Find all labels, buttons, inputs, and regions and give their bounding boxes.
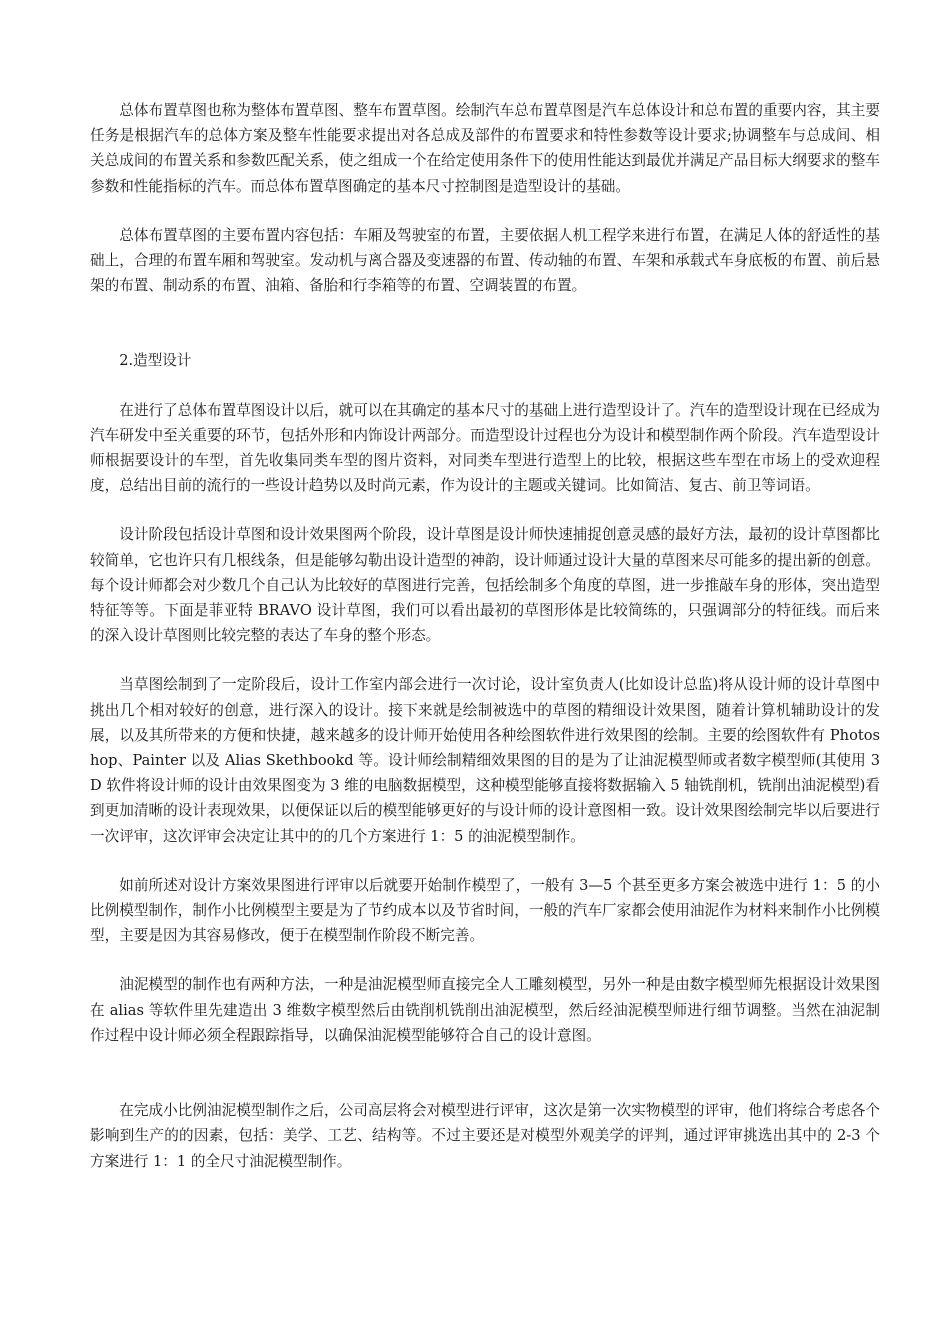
section-heading: 2.造型设计 bbox=[119, 352, 192, 370]
paragraph-scale-model: 如前所述对设计方案效果图进行评审以后就要开始制作模型了，一般有 3—5 个甚至更多方案会被选中进行 1：5 的小比例模型制作，制作小比例模型主要是为了节约成本以及节省时间，一般的汽车厂家都会使用油泥作为材料来制作小比例模型，主要是因为其容易修改，便于在模型制作阶段不断完善。 bbox=[90, 876, 880, 945]
paragraph-layout-overview: 总体布置草图也称为整体布置草图、整车布置草图。绘制汽车总布置草图是汽车总体设计和总布置的重要内容，其主要任务是根据汽车的总体方案及整车性能要求提出对各总成及部件的布置要求和特性参数等设计要求;协调整车与总成间、相关总成间的布置关系和参数匹配关系，使之组成一个在给定使用条件下的使用性能达到最优并满足产品目标大纲要求的整车参数和性能指标的汽车。而总体布置草图确定的基本尺寸控制图是造型设计的基础。 bbox=[90, 102, 880, 195]
paragraph-layout-contents: 总体布置草图的主要布置内容包括：车厢及驾驶室的布置，主要依据人机工程学来进行布置，在满足人体的舒适性的基础上，合理的布置车厢和驾驶室。发动机与离合器及变速器的布置、传动轴的布置、车架和承载式车身底板的布置、前后悬架的布置、制动系的布置、油箱、备胎和行李箱等的布置、空调装置的布置。 bbox=[90, 226, 880, 295]
paragraph-rendering-stage: 当草图绘制到了一定阶段后，设计工作室内部会进行一次讨论，设计室负责人(比如设计总监)将从设计师的设计草图中挑出几个相对较好的创意，进行深入的设计。接下来就是绘制被选中的草图的精细设计效果图，随着计算机辅助设计的发展，以及其所带来的方便和快捷，越来越多的设计师开始使用各种绘图软件进行效果图的绘制。主要的绘图软件有 Photoshop、Painter 以及 Alias Skethbookd 等。设计师绘制精细效果图的目的是为了让油泥模型师或者数字模型师(其使用 3D 软件将设计师的设计由效果图变为 3 维的电脑数据模型，这种模型能够直接将数据输入 5 轴铣削机，铣削出油泥模型)看到更加清晰的设计表现效果，以便保证以后的模型能够更好的与设计师的设计意图相一致。设计效果图绘制完毕以后要进行一次评审，这次评审会决定让其中的的几个方案进行 1：5 的油泥模型制作。 bbox=[90, 676, 880, 845]
paragraph-clay-methods: 油泥模型的制作也有两种方法，一种是油泥模型师直接完全人工雕刻模型，另外一种是由数字模型师先根据设计效果图在 alias 等软件里先建造出 3 维数字模型然后由铣削机铣削出油泥模型，然后经油泥模型师进行细节调整。当然在油泥制作过程中设计师必须全程跟踪指导，以确保油泥模型能够符合自己的设计意图。 bbox=[90, 976, 880, 1044]
paragraph-styling-intro: 在进行了总体布置草图设计以后，就可以在其确定的基本尺寸的基础上进行造型设计了。汽车的造型设计现在已经成为汽车研发中至关重要的环节，包括外形和内饰设计两部分。而造型设计过程也分为设计和模型制作两个阶段。汽车造型设计师根据要设计的车型，首先收集同类车型的图片资料，对同类车型进行造型上的比较，根据这些车型在市场上的受欢迎程度，总结出目前的流行的一些设计趋势以及时尚元素，作为设计的主题或关键词。比如简洁、复古、前卫等词语。 bbox=[90, 401, 880, 495]
paragraph-model-review: 在完成小比例油泥模型制作之后，公司高层将会对模型进行评审，这次是第一次实物模型的评审，他们将综合考虑各个影响到生产的的因素，包括：美学、工艺、结构等。不过主要还是对模型外观美学的评判，通过评审挑选出其中的 2-3 个方案进行 1：1 的全尺寸油泥模型制作。 bbox=[90, 1102, 880, 1170]
paragraph-sketch-stage: 设计阶段包括设计草图和设计效果图两个阶段，设计草图是设计师快速捕捉创意灵感的最好方法，最初的设计草图都比较简单，它也许只有几根线条，但是能够勾勒出设计造型的神韵，设计师通过设计大量的草图来尽可能多的提出新的创意。每个设计师都会对少数几个自己认为比较好的草图进行完善，包括绘制多个角度的草图，进一步推敲车身的形体，突出造型特征等等。下面是菲亚特 BRAVO 设计草图，我们可以看出最初的草图形体是比较简练的，只强调部分的特征线。而后来的深入设计草图则比较完整的表达了车身的整个形态。 bbox=[90, 526, 880, 645]
